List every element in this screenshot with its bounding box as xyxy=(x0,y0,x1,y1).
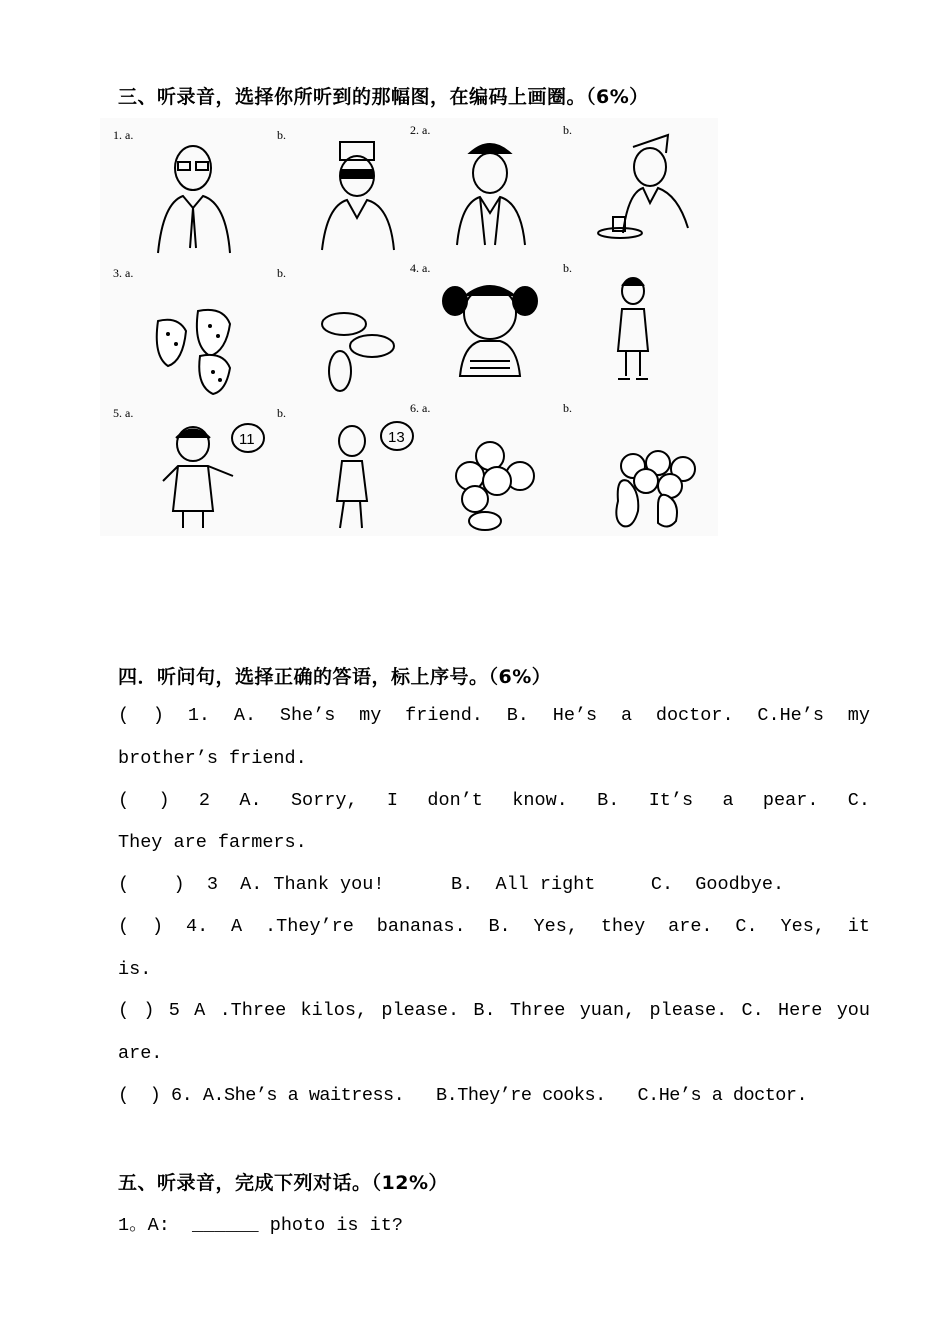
man-glasses-tie-icon xyxy=(138,138,248,258)
dialogue-1-line: 1。A: ______ photo is it? xyxy=(118,1215,403,1236)
picture-label: 2. a. xyxy=(410,123,431,137)
doctor-cap-glasses-icon xyxy=(302,138,412,258)
picture-1b xyxy=(277,128,427,263)
picture-1a xyxy=(113,128,263,263)
question-4-line-2: is. xyxy=(118,959,152,980)
picture-label: 1. a. xyxy=(113,128,134,142)
question-2-line-2: They are farmers. xyxy=(118,832,307,853)
waitress-tray-icon xyxy=(588,133,698,253)
picture-label: b. xyxy=(277,406,286,420)
picture-label: b. xyxy=(563,401,572,415)
picture-label: b. xyxy=(277,266,286,280)
question-5-line-2: are. xyxy=(118,1043,163,1064)
question-2-line-1: ( ) 2 A. Sorry, I don’t know. B. It’s a pear. C. xyxy=(118,790,870,811)
picture-5b xyxy=(277,406,427,541)
picture-label: b. xyxy=(563,261,572,275)
strawberries-icon xyxy=(138,276,248,396)
section-5-title: 五、听录音，完成下列对话。（12%） xyxy=(118,1172,448,1194)
girl-pigtails-icon xyxy=(435,271,545,391)
bubble-number-13: 13 xyxy=(388,429,405,446)
section-4-title: 四．听问句，选择正确的答语，标上序号。（6%） xyxy=(118,666,552,688)
picture-6a xyxy=(410,401,560,536)
picture-label: 3. a. xyxy=(113,266,134,280)
apples-icon xyxy=(435,411,545,531)
question-5-line-1: ( ) 5 A .Three kilos, please. B. Three yuan, please. C. Here you xyxy=(118,1000,870,1021)
picture-6b xyxy=(563,401,713,536)
picture-3a xyxy=(113,266,263,401)
picture-label: b. xyxy=(277,128,286,142)
picture-2b xyxy=(563,123,713,258)
question-4-line-1: ( ) 4. A .They’re bananas. B. Yes, they are. C. Yes, it xyxy=(118,916,870,937)
question-1-line-1: ( ) 1. A. She’s my friend. B. He’s a doctor. C.He’s my xyxy=(118,705,870,726)
picture-2a xyxy=(410,123,560,258)
question-6-line-1: ( ) 6. A.She’s a waitress. B.They’re cooks. C.He’s a doctor. xyxy=(118,1085,808,1106)
picture-grid xyxy=(100,118,718,536)
question-1-line-2: brother’s friend. xyxy=(118,748,307,769)
question-3-line-1: ( ) 3 A. Thank you! B. All right C. Goodbye. xyxy=(118,874,785,895)
policewoman-icon xyxy=(435,133,545,253)
section-3-title: 三、听录音，选择你所听到的那幅图，在编码上画圈。（6%） xyxy=(118,86,649,108)
picture-label: 6. a. xyxy=(410,401,431,415)
picture-4a xyxy=(410,261,560,396)
picture-3b xyxy=(277,266,427,401)
girl-apron-icon xyxy=(588,271,698,391)
picture-label: b. xyxy=(563,123,572,137)
girl-number-11-icon xyxy=(138,416,278,536)
picture-label: 5. a. xyxy=(113,406,134,420)
picture-5a xyxy=(113,406,263,541)
bubble-number-11: 11 xyxy=(239,431,255,448)
lemons-icon xyxy=(302,276,412,396)
oranges-pears-icon xyxy=(588,411,698,531)
picture-label: 4. a. xyxy=(410,261,431,275)
picture-4b xyxy=(563,261,713,396)
